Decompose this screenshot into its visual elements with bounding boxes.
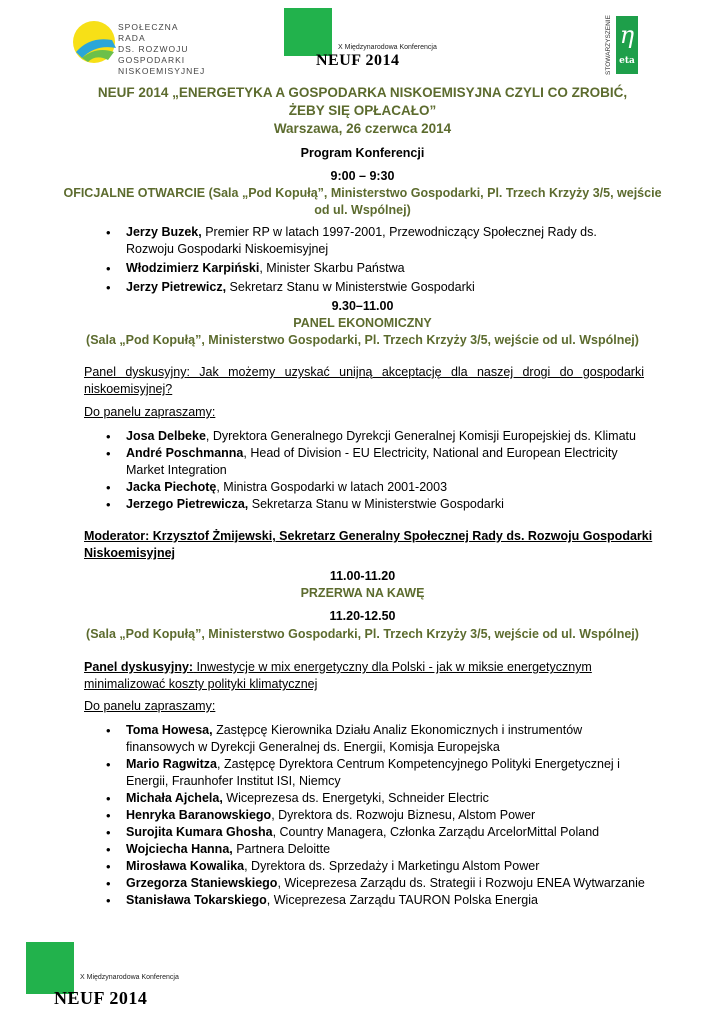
panel-text: Inwestycje w mix energetyczny dla Polski - jak w miksie energetycznym [193, 660, 592, 674]
person-name: Wojciecha Hanna, [126, 842, 233, 856]
person-desc: , Minister Skarbu Państwa [259, 261, 405, 275]
person-desc: Partnera Deloitte [232, 842, 331, 856]
footer-neuf-logo-small-text: X Międzynarodowa Konferencja [80, 974, 179, 981]
s2-title: PANEL EKONOMICZNY [293, 316, 432, 330]
s1-speaker-list [106, 224, 646, 296]
eta-logo-vertical-text: STOWARZYSZENIE [605, 15, 612, 75]
person-name: Jerzy Pietrewicz, [126, 280, 227, 294]
person-desc: , Country Managera, Członka Zarządu ArcelorMittal Poland [272, 825, 600, 839]
person-name: Mario Ragwitza [126, 757, 217, 771]
neuf-logo-big-text: NEUF 2014 [316, 52, 400, 69]
s3-panelist-list [106, 722, 646, 909]
s2-panelist-list [106, 428, 646, 513]
person-name: Mirosława Kowalika [126, 859, 245, 873]
s2-panel-topic [84, 364, 644, 398]
list-item [106, 279, 646, 296]
s2-moderator-line-1: Moderator: Krzysztof Żmijewski, Sekretarz Generalny Społecznej Rady ds. Rozwoju Gospodarki [84, 529, 653, 543]
break-title: PRZERWA NA KAWĘ [300, 586, 425, 600]
person-name: André Poschmanna [126, 446, 244, 460]
person-desc: , Wiceprezesa Zarządu ds. Strategii i Rozwoju ENEA Wytwarzanie [277, 876, 645, 890]
s3-panel-topic-line-1 [84, 659, 644, 676]
person-desc: Premier RP w latach 1997-2001, Przewodniczący Społecznej Rady ds. Rozwoju Gospodarki Niskoemisyjnej [126, 225, 597, 256]
eta-logo-name: eta [619, 56, 635, 66]
footer-neuf-logo-square [26, 942, 74, 994]
council-logo-line: SPOŁECZNA RADA [118, 22, 179, 43]
eta-logo [604, 14, 638, 74]
list-item [106, 722, 646, 756]
panel-label: Panel dyskusyjny: [84, 660, 194, 674]
title-date: Warszawa, 26 czerwca 2014 [273, 121, 452, 136]
council-logo-line: NISKOEMISYJNEJ [118, 66, 206, 76]
s2-invite: Do panelu zapraszamy: [84, 405, 216, 419]
person-name: Jerzego Pietrewicza, [126, 497, 249, 511]
list-item [106, 824, 646, 841]
person-desc: Sekretarz Stanu w Ministerstwie Gospodarki [226, 280, 475, 294]
s3-venue: (Sala „Pod Kopułą”, Ministerstwo Gospodarki, Pl. Trzech Krzyży 3/5, wejście od ul. Wspólnej) [86, 627, 639, 641]
list-item [106, 260, 646, 277]
person-name: Michała Ajchela, [126, 791, 223, 805]
s3-panel-topic-line-2: minimalizować koszty polityki klimatycznej [84, 677, 318, 691]
person-desc: , Wiceprezesa Zarządu TAURON Polska Energia [266, 893, 538, 907]
person-desc: , Zastępcę Dyrektora Centrum Kompetencyjnego Polityki Energetycznej i Energii, Fraunhofer Institut ISI, Niemcy [126, 757, 620, 788]
s1-time: 9:00 – 9:30 [330, 169, 395, 183]
person-desc: , Ministra Gospodarki w latach 2001-2003 [216, 480, 448, 494]
list-item [106, 892, 646, 909]
panel-label: Panel dyskusyjny [84, 365, 187, 379]
council-logo-icon [72, 18, 120, 66]
s2-moderator-line-2: Niskoemisyjnej [84, 546, 176, 560]
title-line-2: ŻEBY SIĘ OPŁACAŁO” [288, 103, 437, 118]
person-desc: Sekretarza Stanu w Ministerstwie Gospodarki [248, 497, 504, 511]
list-item [106, 445, 646, 479]
neuf-logo-small-text: X Międzynarodowa Konferencja [338, 44, 437, 51]
person-desc: , Dyrektora Generalnego Dyrekcji Generalnej Komisji Europejskiej ds. Klimatu [205, 429, 636, 443]
title-line-1: NEUF 2014 „ENERGETYKA A GOSPODARKA NISKOEMISYJNA CZYLI CO ZROBIĆ, [97, 85, 628, 100]
person-name: Jerzy Buzek, [126, 225, 202, 239]
s3-invite: Do panelu zapraszamy: [84, 699, 216, 713]
person-desc: , Head of Division - EU Electricity, National and European Electricity Market Integration [126, 446, 618, 477]
person-name: Toma Howesa, [126, 723, 213, 737]
person-desc: , Dyrektora ds. Sprzedaży i Marketingu Alstom Power [244, 859, 540, 873]
list-item [106, 807, 646, 824]
person-desc: Zastępcę Kierownika Działu Analiz Ekonomicznych i instrumentów finansowych w Dyrekcji Generalnej ds. Energii, Komisja Europejska [126, 723, 583, 754]
s1-heading-line-1: OFICJALNE OTWARCIE (Sala „Pod Kopułą”, Ministerstwo Gospodarki, Pl. Trzech Krzyży 3/5, wejście [63, 186, 662, 200]
person-name: Stanisława Tokarskiego [126, 893, 267, 907]
s3-time: 11.20-12.50 [329, 609, 396, 623]
person-name: Włodzimierz Karpiński [126, 261, 260, 275]
s2-time: 9.30–11.00 [331, 299, 394, 313]
panel-text: : Jak możemy uzyskać unijną akceptację dla naszej drogi do gospodarki niskoemisyjnej? [84, 365, 644, 396]
council-logo [72, 18, 206, 76]
list-item [106, 756, 646, 790]
list-item [106, 858, 646, 875]
person-desc: , Dyrektora ds. Rozwoju Biznesu, Alstom Power [271, 808, 536, 822]
list-item [106, 224, 646, 258]
break-time: 11.00-11.20 [329, 569, 396, 583]
s2-venue: (Sala „Pod Kopułą”, Ministerstwo Gospodarki, Pl. Trzech Krzyży 3/5, wejście od ul. Wspólnej) [86, 333, 639, 347]
council-logo-line: GOSPODARKI [118, 55, 186, 65]
council-logo-line: DS. ROZWOJU [118, 44, 189, 54]
list-item [106, 496, 646, 513]
s1-heading-line-2: od ul. Wspólnej) [314, 203, 411, 217]
person-name: Grzegorza Staniewskiego [126, 876, 278, 890]
neuf-logo-square [284, 8, 332, 56]
footer-neuf-logo-big-text: NEUF 2014 [54, 988, 148, 1008]
list-item [106, 790, 646, 807]
person-name: Jacka Piechotę [126, 480, 217, 494]
list-item [106, 875, 646, 892]
person-name: Surojita Kumara Ghosha [126, 825, 273, 839]
eta-logo-mark: η [619, 21, 635, 49]
list-item [106, 841, 646, 858]
person-name: Josa Delbeke [126, 429, 206, 443]
list-item [106, 428, 646, 445]
person-name: Henryka Baranowskiego [126, 808, 272, 822]
program-heading: Program Konferencji [300, 146, 425, 160]
list-item [106, 479, 646, 496]
person-desc: Wiceprezesa ds. Energetyki, Schneider Electric [222, 791, 489, 805]
eta-logo-box [616, 16, 638, 74]
